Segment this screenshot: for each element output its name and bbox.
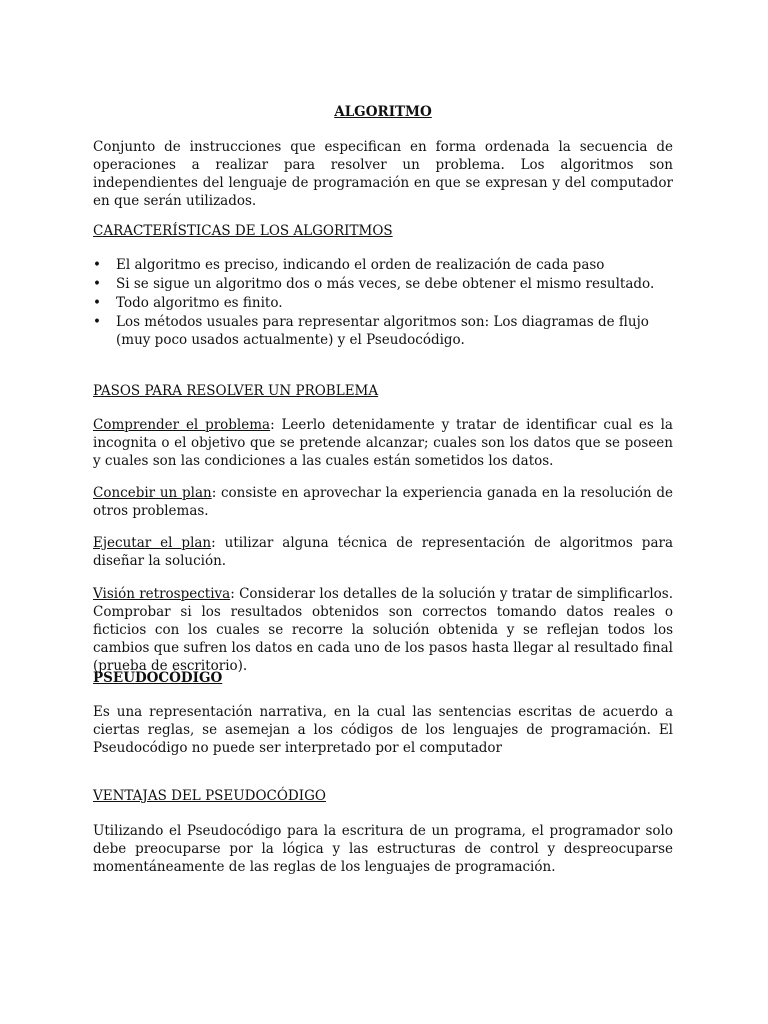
- list-item: [93, 275, 673, 293]
- pseudocodigo-heading: PSEUDOCÓDIGO: [93, 670, 223, 686]
- bullet-icon: •: [93, 257, 101, 273]
- list-item-text: Los métodos usuales para representar algoritmos son: Los diagramas de flujo (muy poco usados actualmente) y el Pseudocódigo.: [116, 314, 649, 348]
- caracteristicas-list: [93, 256, 673, 350]
- bullet-icon: •: [93, 314, 101, 330]
- list-item: [93, 256, 673, 274]
- pasos-heading: PASOS PARA RESOLVER UN PROBLEMA: [93, 383, 379, 399]
- pseudocodigo-paragraph: Es una representación narrativa, en la cual las sentencias escritas de acuerdo a ciertas reglas, se asemejan a los códigos de los lenguajes de programación. El Pseudocódigo no puede ser interpretado por el computador: [93, 704, 673, 756]
- paso-text: : Considerar los detalles de la solución y tratar de simplificarlos. Comprobar si los resultados obtenidos son correctos tomando datos reales o ficticios con los cuales se recorre la solución obtenida y se reflejan todos los cambios que sufren los datos en cada uno de los pasos hasta llegar al resultado final (prueba de escritorio).: [93, 586, 673, 674]
- caracteristicas-heading: CARACTERÍSTICAS DE LOS ALGORITMOS: [93, 223, 393, 239]
- paso-text: : consiste en aprovechar la experiencia ganada en la resolución de otros problemas.: [93, 485, 673, 519]
- paso-label: Ejecutar el plan: [93, 535, 212, 551]
- paso-text: : Leerlo detenidamente y tratar de identificar cual es la incognita o el objetivo que se pretende alcanzar; cuales son los datos que se poseen y cuales son las condiciones a las cuales están sometidos los datos.: [93, 417, 673, 469]
- paso-label: Concebir un plan: [93, 485, 212, 501]
- list-item-text: Si se sigue un algoritmo dos o más veces, se debe obtener el mismo resultado.: [116, 276, 655, 292]
- paso-paragraph: [93, 416, 673, 470]
- list-item: [93, 313, 673, 349]
- intro-paragraph: Conjunto de instrucciones que especifican en forma ordenada la secuencia de operaciones a realizar para resolver un problema. Los algoritmos son independientes del lenguaje de programación en que se expresan y del computador en que serán utilizados.: [93, 139, 673, 209]
- bullet-icon: •: [93, 276, 101, 292]
- list-item-text: El algoritmo es preciso, indicando el orden de realización de cada paso: [116, 257, 605, 273]
- ventajas-paragraph: Utilizando el Pseudocódigo para la escritura de un programa, el programador solo debe preocuparse por la lógica y las estructuras de control y despreocuparse momentáneamente de las reglas de los lenguajes de programación.: [93, 823, 673, 875]
- paso-label: Visión retrospectiva: [93, 586, 231, 602]
- ventajas-heading: VENTAJAS DEL PSEUDOCÓDIGO: [93, 788, 326, 804]
- list-item-text: Todo algoritmo es finito.: [116, 295, 283, 311]
- bullet-icon: •: [93, 295, 101, 311]
- paso-paragraph: [93, 585, 673, 675]
- document-title: ALGORITMO: [334, 104, 432, 120]
- paso-paragraph: [93, 484, 673, 520]
- paso-paragraph: [93, 534, 673, 570]
- paso-label: Comprender el problema: [93, 417, 271, 433]
- list-item: [93, 294, 673, 312]
- paso-text: : utilizar alguna técnica de representación de algoritmos para diseñar la solución.: [93, 535, 673, 569]
